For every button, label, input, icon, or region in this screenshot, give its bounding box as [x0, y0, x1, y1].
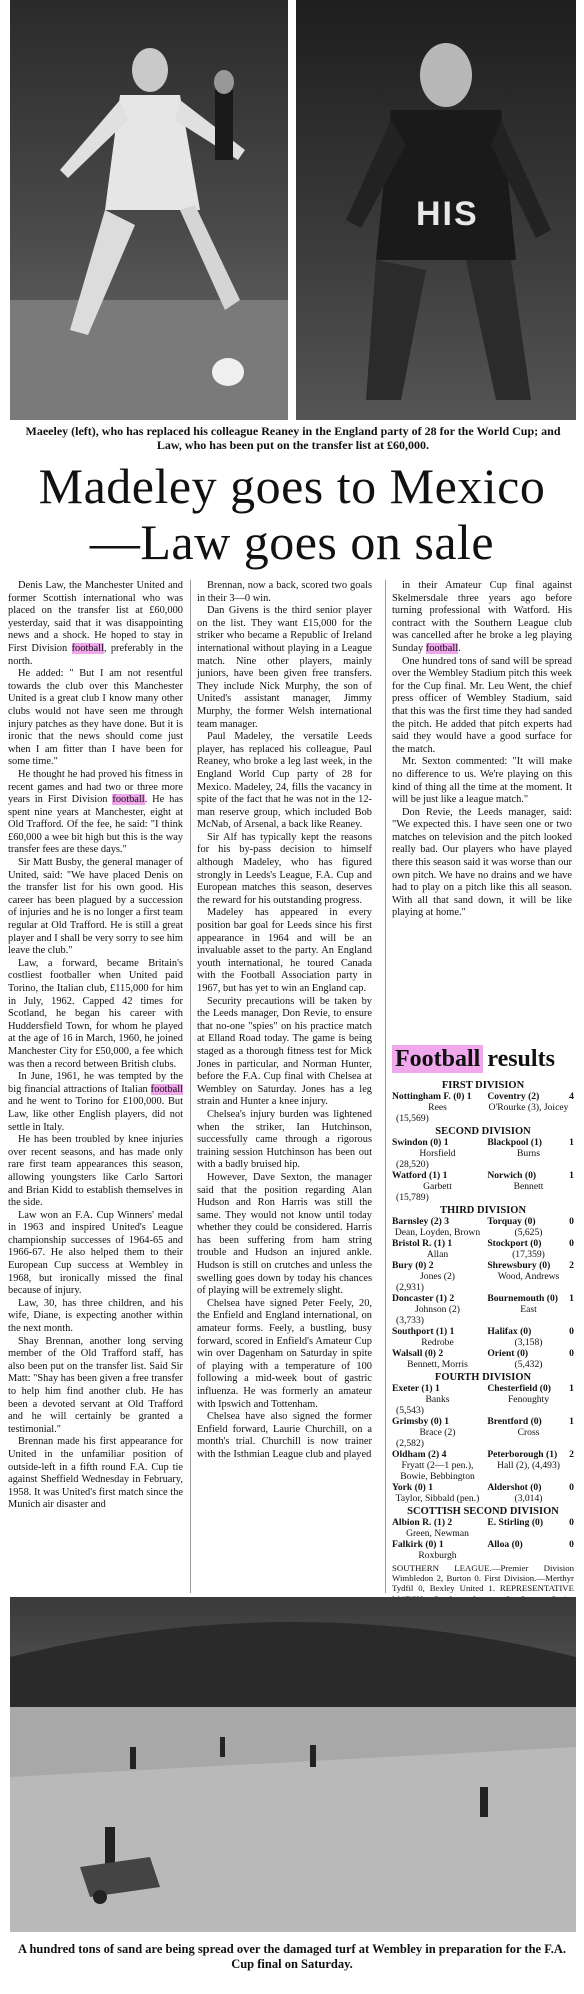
division-title: FOURTH DIVISION — [434, 1372, 532, 1383]
match-attendance: (15,569) — [396, 1113, 429, 1124]
article-paragraph: Denis Law, the Manchester United and former Scottish international who was placed on the transfer list at £60,000 yesterday, said that it was disappointing news and a shock. He hoped to stay in First Division football, preferably in the north. — [8, 580, 184, 667]
photo-law-sign-text: HIS — [416, 195, 479, 233]
match-row: Albion R. (1) 2 E. Stirling (0) 0 — [392, 1517, 574, 1528]
match-row: Barnsley (2) 3 Torquay (0) 0 — [392, 1216, 574, 1227]
match-row: Nottingham F. (0) 1 Coventry (2) 4 — [392, 1091, 574, 1102]
division-title: THIRD DIVISION — [439, 1205, 527, 1216]
photo-wembley-image — [10, 1597, 576, 1932]
highlighted-word: football — [425, 642, 459, 654]
article-paragraph: Sir Alf has typically kept the reasons for his by-pass decision to himself although Madeley, who has figured strongly in Leeds's League, F.A. Cup and European matches this season, deserves the reward for his outstanding progress. — [197, 831, 372, 906]
article-paragraph: Sir Matt Busby, the general manager of United, said: "We have placed Denis on the transfer list for his own good. His career has been plagued by a succession of injuries and he is no longer a first team regular at Old Trafford. He is still a great player and I shall be very sorry to see him leave the club." — [8, 857, 183, 957]
article-paragraph: Mr. Sexton commented: "It will make no difference to us. We're playing on this kind of thing all the time at the moment. It will be just like a league match." — [392, 756, 572, 806]
highlighted-word: football — [150, 1083, 183, 1095]
article-paragraph: Law, a forward, became Britain's costliest footballer when United paid Torino, the Italian club, £115,000 for him in July, 1962. Capped 42 times for Scotland, he began his career with Huddersfield Town, for whom he played at the age of 16 in March, 1960, he joined Manchester City for £50,000, a fee which was then a record between British clubs. — [8, 957, 183, 1070]
highlighted-word: football — [71, 642, 104, 654]
league-notes: SOUTHERN LEAGUE.—Premier Division Wimbledon 2, Burton 0. First Division.—Merthyr Tydfil 0, Bexley United 1. REPRESENTATIVE — [392, 1563, 574, 1594]
article-paragraph: In June, 1961, he was tempted by the big financial attractions of Italian football and he went to Torino for £100,000. But Law, like other English players, did not settle in Italy. — [8, 1071, 183, 1133]
match-row: Southport (1) 1 Halifax (0) 0 — [392, 1326, 574, 1337]
match-row: Exeter (1) 1 Chesterfield (0) 1 — [392, 1383, 574, 1394]
match-row: Falkirk (0) 1 Alloa (0) 0 — [392, 1539, 574, 1550]
division-title: SECOND DIVISION — [435, 1126, 531, 1137]
article-paragraph: Chelsea have signed Peter Feely, 20, the Enfield and England international, on amateur forms. Feely, a bustling, busy forward, scored in Enfield's Amateur Cup win over Dagenham on Saturday in spite of playing with a temperature of 100 following a mid-week bout of gastric influenza. He was formerly an amateur with Ipswich and Tottenham. — [197, 1297, 372, 1410]
match-attendance: (2,931) — [396, 1282, 424, 1293]
article-paragraph: He has been troubled by knee injuries over recent seasons, and has made only rare first team appearances this season, allowing youngsters like Carlo Sartori and Brian Kidd to establish themselves in the side. — [8, 1134, 183, 1209]
match-attendance: (15,789) — [396, 1192, 429, 1203]
match-row: York (0) 1 Aldershot (0) 0 — [392, 1482, 574, 1493]
article-paragraph: Madeley has appeared in every position bar goal for Leeds since his first appearance in 1964 and will be an invaluable asset to the party. An England youth international, he toured Canada with the Football Association party in 1967, but has yet to win an England cap. — [197, 907, 372, 994]
article-paragraph: Paul Madeley, the versatile Leeds player, has replaced his colleague, Paul Reaney, who broke a leg last week, in the England World Cup party of 28 for Mexico. Madeley, 24, fills the vacancy in spite of the fact that he was not in the 12-man reserve group, which included Bob McNab, of Arsenal, a back like Reaney. — [197, 731, 372, 831]
article-paragraph: Don Revie, the Leeds manager, said: "We expected this. I have seen one or two matches on television and the pitch looked really bad. Our players who have played there this season said it was worse than our own pitch. We have no drains and we have had to play on a pitch like this all season. With all that sand down, it will be like playing at home." — [392, 806, 572, 919]
photo-law — [296, 0, 576, 420]
article-paragraph: Chelsea's injury burden was lightened when the striker, Ian Hutchinson, successfully came through a rigorous training session Hutchinson has been out with a badly bruised hip. — [197, 1108, 372, 1171]
column-rule — [385, 580, 386, 1593]
match-row: Swindon (0) 1 Blackpool (1) 1 — [392, 1137, 574, 1148]
top-photo-caption: Maeeley (left), who has replaced his colleague Reaney in the England party of 28 for the World Cup; and Law, who has been put on the transfer list at £60,000. — [25, 424, 561, 452]
article-paragraph: in their Amateur Cup final against Skelmersdale three years ago before turning professional with Watford. His contract with the Southern League club was cancelled after he broke a leg playing Sunday football. — [392, 580, 572, 654]
match-row: Grimsby (0) 1 Brentford (0) 1 — [392, 1416, 574, 1427]
article-paragraph: Law won an F.A. Cup Winners' medal in 1963 and inspired United's League championship successes of 1964-65 and 1966-67. He also helped them to their European Cup success at Wembley in 1968, but ironically missed the final because of injury. — [8, 1209, 183, 1297]
match-scorers: Green, Newman — [406, 1528, 469, 1539]
article-paragraph: One hundred tons of sand will be spread over the Wembley Stadium pitch this week for the Cup final. Mr. Leu Went, the chief press officer of Wembley Stadium, said that this was the first time they had sanded the pitch. He added that pitch experts had said they would have a good surface for the match. — [392, 655, 572, 755]
division-title: FIRST DIVISION — [441, 1080, 525, 1091]
article-paragraph: Law, 30, has three children, and his wife, Diane, is expecting another within the next month. — [8, 1297, 183, 1335]
photo-madeley-image — [10, 0, 288, 420]
article-paragraph: Dan Givens is the third senior player on the list. They want £15,000 for the striker who became a Republic of Ireland international without playing in a League match. Nine other players, mainly juniors, have been given free transfers. They include Nick Murphy, the son of United's assistant manager, Jimmy Murphy, the former Welsh international team manager. — [197, 605, 372, 730]
article-paragraph: Security precautions will be taken by the Leeds manager, Don Revie, to ensure that no-one "spies" on his practice match at Elland Road today. The game is being staged as a thorough fitness test for Mick Jones in particular, and Norman Hunter, before the F.A. Cup final with Chelsea at Wembley on Saturday. Jones has a leg strain and Hunter a knee injury. — [197, 995, 372, 1108]
article-paragraph: Brennan made his first appearance for United in the unfamiliar position of outside-left in a fifth round F.A. Cup tie against Sheffield Wednesday in February, 1958. It was United's first match since the Munich air disaster and — [8, 1436, 183, 1511]
football-results-word: results — [487, 1046, 555, 1072]
match-scorers: Taylor, Sibbald (pen.) (3,014) — [395, 1493, 543, 1504]
article-paragraph: However, Dave Sexton, the manager said that the position regarding Alan Hudson and Ron Harris was still the same. They would not know until today whether they could be considered. Harris has been suffering from ham string trouble and Hudson an injured ankle. Hudson is still on crutches and unless the swelling goes down by today his chances of playing will be extremely slight. — [197, 1171, 372, 1297]
article-paragraph: Chelsea have also signed the former Enfield forward, Laurie Churchill, on a month's trial. Churchill is now trainer with the Isthmian League club and played — [197, 1411, 372, 1460]
photo-madeley — [10, 0, 288, 420]
match-scorers: Banks Fenoughty — [425, 1394, 550, 1405]
article-column-3 — [392, 580, 572, 1030]
match-scorers: Bennett, Morris (5,432) — [407, 1359, 543, 1370]
match-attendance: (2,582) — [396, 1438, 424, 1449]
match-attendance: (5,543) — [396, 1405, 424, 1416]
match-scorers: Horsfield Burns — [419, 1148, 540, 1159]
match-scorers: Fryatt (2—1 pen.), Bowie, Bebbington Hall (2), (4,493) — [400, 1460, 560, 1482]
division-title: SCOTTISH SECOND DIVISION — [407, 1506, 559, 1517]
article-paragraph: Shay Brennan, another long serving member of the Old Trafford staff, has also been put on the transfer list. Said Sir Matt: "Shay has been given a free transfer to help him find another club. He has been a devoted servant at Old Trafford and he will certainly be granted a testimonial." — [8, 1335, 183, 1435]
match-row: Oldham (2) 4 Peterborough (1) 2 — [392, 1449, 574, 1460]
match-scorers: Garbett Bennett — [423, 1181, 544, 1192]
column-rule — [190, 580, 191, 1593]
match-scorers: Dean, Loyden, Brown (5,625) — [394, 1227, 543, 1238]
headline — [8, 458, 576, 570]
headline-line-2: —Law goes on sale — [89, 514, 495, 570]
match-scorers: Rees O'Rourke (3), Joicey — [428, 1102, 569, 1113]
match-row: Bury (0) 2 Shrewsbury (0) 2 — [392, 1260, 574, 1271]
match-row: Bristol R. (1) 1 Stockport (0) 0 — [392, 1238, 574, 1249]
match-scorers: Johnson (2) East — [414, 1304, 537, 1315]
article-paragraph: He thought he had proved his fitness in recent games and had two or three more years in First Division football. He has spent nine years at Manchester, eight at Old Trafford. Of the fee, he said: "I think £60,000 a wee bit high but this is the way transfer fees are these days." — [8, 768, 183, 856]
match-scorers: Jones (2) Wood, Andrews — [420, 1271, 560, 1282]
match-row: Walsall (0) 2 Orient (0) 0 — [392, 1348, 574, 1359]
match-scorers: Allan (17,359) — [426, 1249, 545, 1260]
article-paragraph: He added: " But I am not resentful towards the club over this Manchester United is a great club I know many other clubs would not have seen me through injury patches as they have done. But it is ironic that the news should come just when I am fitter than I have been for some time." — [8, 668, 183, 768]
football-results-heading — [392, 1045, 576, 1073]
photo-wembley-sand — [10, 1597, 576, 1932]
match-row: Doncaster (1) 2 Bournemouth (0) 1 — [392, 1293, 574, 1304]
article-paragraph: Brennan, now a back, scored two goals in their 3—0 win. — [197, 580, 372, 604]
match-row: Watford (1) 1 Norwich (0) 1 — [392, 1170, 574, 1181]
match-attendance: (3,733) — [396, 1315, 424, 1326]
football-results-highlight: Football — [392, 1045, 483, 1073]
highlighted-word: football — [112, 794, 145, 806]
match-scorers: Roxburgh — [418, 1550, 457, 1561]
article-column-2 — [197, 580, 372, 1593]
match-attendance: (28,520) — [396, 1159, 429, 1170]
match-scorers: Brace (2) Cross — [419, 1427, 540, 1438]
headline-line-1: Madeley goes to Mexico — [38, 458, 546, 514]
article-column-1 — [8, 580, 183, 1593]
match-scorers: Redrobe (3,158) — [421, 1337, 543, 1348]
bottom-photo-caption: A hundred tons of sand are being spread over the damaged turf at Wembley in preparation for the F.A. Cup final on Saturday. — [18, 1942, 566, 1971]
